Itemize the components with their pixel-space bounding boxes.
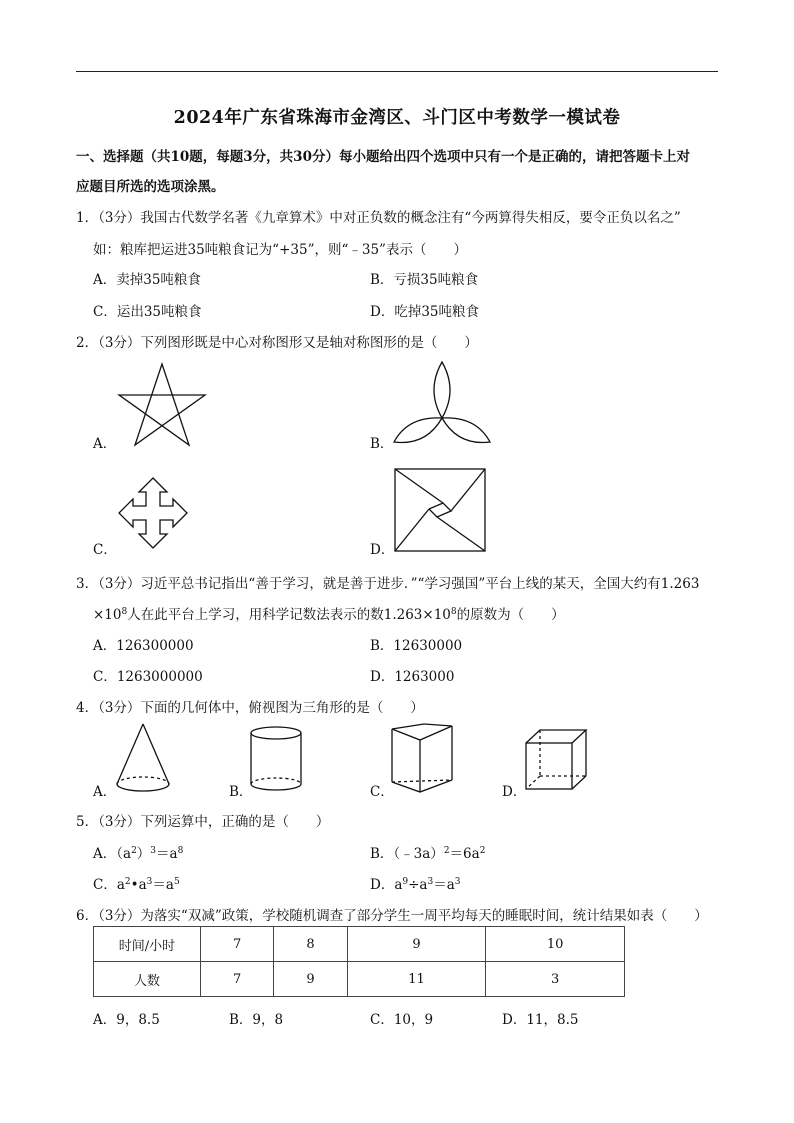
q3-option-b: B．12630000	[370, 638, 463, 654]
q5-option-a: A．$(a^2)^3=a^8$	[93, 846, 184, 862]
cone-figure	[113, 722, 173, 794]
q3-stem-line2: $\times 10^8$人在此平台上学习，用科学记数法表示的数$1.263\times 10^8$的原数为（ ）	[93, 607, 565, 623]
table-cell: 10	[486, 927, 625, 962]
four-arrow-cross-figure	[117, 476, 189, 550]
triangular-prism-figure	[390, 722, 456, 794]
q4-option-a: A．	[93, 784, 117, 800]
q2-option-b: B．	[370, 436, 394, 452]
table-cell: 7	[201, 927, 274, 962]
q5-option-b: B．$(﹣3a)^2=6a^2$	[370, 846, 486, 862]
q4-option-d: D．	[502, 784, 527, 800]
q6-option-a: A．9，8.5	[93, 1012, 160, 1028]
table-cell: 时间/小时	[94, 927, 201, 962]
q1-option-c: C．运出35吨粮食	[93, 304, 202, 320]
table-cell: 8	[274, 927, 347, 962]
q6-stem: 6．（3分）为落实“双减”政策，学校随机调查了部分学生一周平均每天的睡眠时间，统计结果如表（ ）	[76, 908, 708, 924]
table-cell: 9	[347, 927, 486, 962]
top-rule	[76, 71, 718, 72]
q1-option-b: B．亏损35吨粮食	[370, 272, 479, 288]
q6-option-c: C．10，9	[370, 1012, 434, 1028]
pentagram-figure	[114, 362, 210, 448]
cylinder-figure	[246, 724, 306, 794]
table-row	[94, 962, 625, 997]
cube-figure	[524, 728, 588, 792]
q4-option-b: B．	[229, 784, 253, 800]
q5-option-d: D．$a^9\div a^3=a^3$	[370, 877, 461, 893]
q3-option-c: C．1263000000	[93, 669, 203, 685]
q1-stem-line1: 1．（3分）我国古代数学名著《九章算术》中对正负数的概念注有“今两算得失相反，要令正负以名之”	[76, 210, 681, 226]
section-heading-line2: 应题目所选的选项涂黑。	[76, 179, 225, 195]
q5-stem: 5．（3分）下列运算中，正确的是（ ）	[76, 814, 330, 830]
q6-option-d: D．11，8.5	[502, 1012, 579, 1028]
q2-stem: 2．（3分）下列图形既是中心对称图形又是轴对称图形的是（ ）	[76, 335, 478, 351]
q1-option-d: D．吃掉35吨粮食	[370, 304, 480, 320]
table-cell: 3	[486, 962, 625, 997]
table-row	[94, 927, 625, 962]
three-petal-figure	[392, 360, 492, 446]
pinwheel-square-figure	[393, 467, 487, 553]
table-cell: 人数	[94, 962, 201, 997]
q1-stem-line2: 如：粮库把运进35吨粮食记为“+35”，则“﹣35”表示（ ）	[93, 242, 467, 258]
q4-stem: 4．（3分）下面的几何体中，俯视图为三角形的是（ ）	[76, 700, 424, 716]
q5-option-c: C．$a^2•a^3=a^5$	[93, 877, 180, 893]
page-title: 2024年广东省珠海市金湾区、斗门区中考数学一模试卷	[173, 108, 621, 128]
q2-option-c: C．	[93, 542, 117, 558]
sleep-time-table	[93, 926, 625, 997]
table-cell: 9	[274, 962, 347, 997]
q2-option-d: D．	[370, 542, 395, 558]
q6-option-b: B．9，8	[229, 1012, 284, 1028]
q3-option-a: A．126300000	[93, 638, 194, 654]
q3-option-d: D．1263000	[370, 669, 455, 685]
section-heading-line1: 一、选择题（共10题，每题3分，共30分）每小题给出四个选项中只有一个是正确的，请把答题卡上对	[76, 149, 690, 165]
q1-option-a: A．卖掉35吨粮食	[93, 272, 201, 288]
q4-option-c: C．	[370, 784, 394, 800]
q2-option-a: A．	[93, 436, 117, 452]
table-cell: 7	[201, 962, 274, 997]
q3-stem-line1: 3．（3分）习近平总书记指出“善于学习，就是善于进步．”“学习强国”平台上线的某天，全国大约有1.263	[76, 576, 700, 592]
table-cell: 11	[347, 962, 486, 997]
